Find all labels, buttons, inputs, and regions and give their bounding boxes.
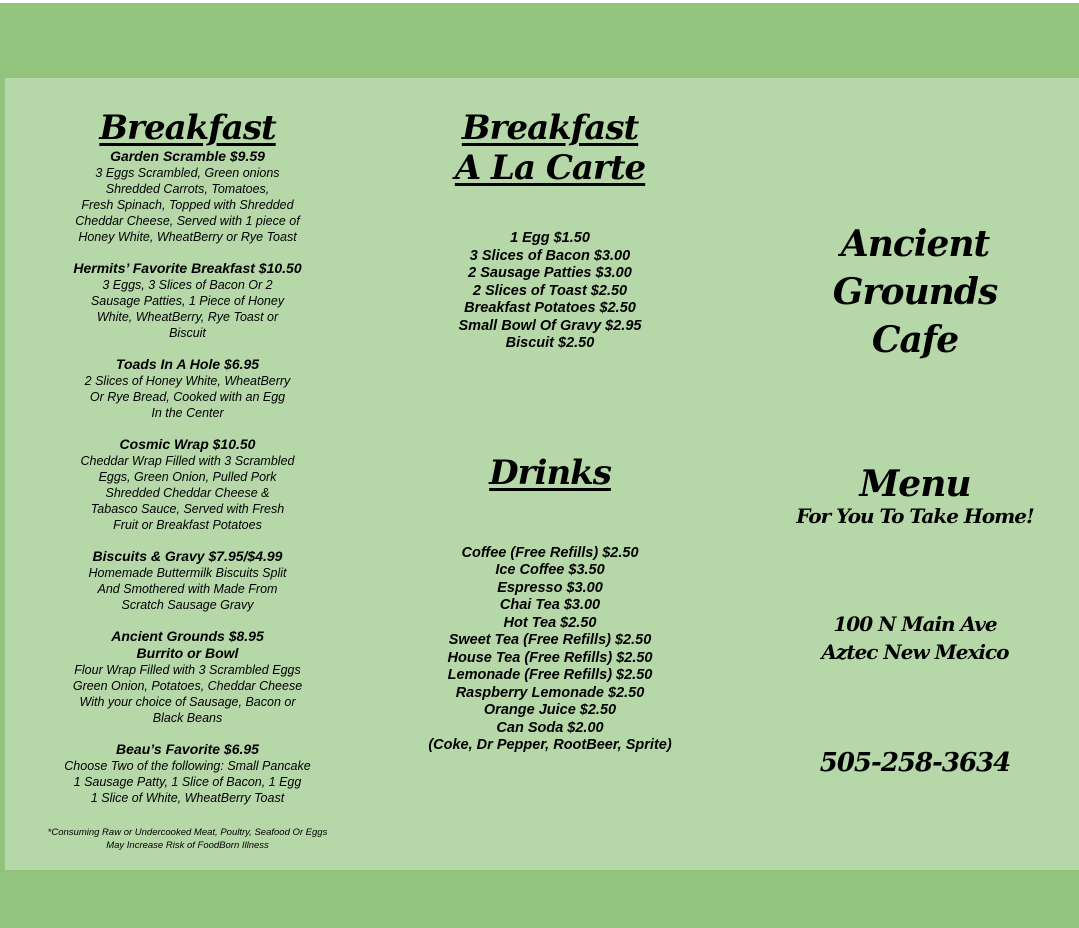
menu-subtitle: For You To Take Home!	[796, 504, 1034, 528]
list-item: 2 Sausage Patties $3.00	[468, 265, 632, 281]
list-item: Hot Tea $2.50	[503, 614, 597, 631]
list-item: Breakfast Potatoes $2.50	[464, 300, 636, 316]
food-safety-disclaimer: *Consuming Raw or Undercooked Meat, Poultry, Seafood Or Eggs May Increase Risk of FoodBorn Illness	[47, 827, 328, 851]
list-item: Can Soda $2.00	[496, 719, 604, 736]
item-description: 3 Eggs, 3 Slices of Bacon Or 2 Sausage Patties, 1 Piece of Honey White, WheatBerry, Rye Toast or Biscuit	[90, 278, 285, 340]
cafe-name-line2: Cafe	[871, 319, 959, 361]
list-item: Coffee (Free Refills) $2.50	[461, 544, 639, 561]
list-item: Biscuit $2.50	[505, 335, 595, 351]
list-item: Ice Coffee $3.50	[495, 562, 605, 578]
a-la-carte-column	[400, 108, 700, 755]
item-name: Toads In A Hole $6.95	[115, 356, 260, 372]
menu-item	[20, 356, 355, 421]
list-item: House Tea (Free Refills) $2.50	[447, 649, 653, 666]
list-item: Lemonade (Free Refills) $2.50	[447, 667, 653, 683]
item-name: Garden Scramble $9.59	[110, 148, 265, 164]
breakfast-title: Breakfast	[99, 108, 276, 148]
list-item: Espresso $3.00	[497, 579, 603, 596]
breakfast-column	[20, 108, 355, 852]
list-item: (Coke, Dr Pepper, RootBeer, Sprite)	[428, 737, 672, 753]
a-la-carte-title-line2: A La Carte	[454, 148, 646, 188]
a-la-carte-list	[400, 230, 700, 353]
menu-item	[20, 628, 355, 726]
list-item: Raspberry Lemonade $2.50	[455, 684, 645, 701]
item-name: Biscuits & Gravy $7.95/$4.99	[92, 548, 283, 564]
menu-item	[20, 548, 355, 613]
cover-column	[760, 220, 1070, 778]
address-line1: 100 N Main Ave	[833, 612, 997, 636]
menu-item	[20, 148, 355, 245]
list-item: Chai Tea $3.00	[499, 597, 601, 613]
drinks-title: Drinks	[489, 452, 611, 493]
top-band	[0, 0, 1079, 78]
item-description: Flour Wrap Filled with 3 Scrambled Eggs Green Onion, Potatoes, Cheddar Cheese With your choice of Sausage, Bacon or Black Beans	[72, 663, 303, 725]
a-la-carte-title-line1: Breakfast	[461, 108, 639, 148]
list-item: 2 Slices of Toast $2.50	[472, 282, 628, 299]
item-description: 2 Slices of Honey White, WheatBerry Or Rye Bread, Cooked with an Egg In the Center	[84, 374, 291, 420]
list-item: Sweet Tea (Free Refills) $2.50	[448, 632, 652, 648]
item-description: 3 Eggs Scrambled, Green onions Shredded Carrots, Tomatoes, Fresh Spinach, Topped with Shredded Cheddar Cheese, Served with 1 piece of Honey White, WheatBerry or Rye Toast	[75, 166, 300, 244]
list-item: 3 Slices of Bacon $3.00	[469, 247, 631, 264]
item-name: Cosmic Wrap $10.50	[119, 436, 256, 452]
list-item: Small Bowl Of Gravy $2.95	[458, 317, 642, 334]
menu-item	[20, 436, 355, 533]
list-item: 1 Egg $1.50	[510, 230, 590, 246]
menu-title: Menu	[859, 463, 971, 505]
item-name: Hermits’ Favorite Breakfast $10.50	[73, 260, 302, 276]
menu-item	[20, 741, 355, 806]
list-item: Orange Juice $2.50	[483, 702, 617, 718]
item-name: Beau’s Favorite $6.95	[116, 741, 259, 757]
phone-number: 505-258-3634	[819, 748, 1011, 778]
drinks-list	[400, 545, 700, 755]
cafe-name-line1: Ancient Grounds	[832, 223, 998, 313]
item-description: Choose Two of the following: Small Pancake 1 Sausage Patty, 1 Slice of Bacon, 1 Egg 1 Slice of White, WheatBerry Toast	[64, 759, 311, 805]
item-name: Ancient Grounds $8.95 Burrito or Bowl	[111, 628, 264, 661]
address-line2: Aztec New Mexico	[821, 640, 1009, 664]
breakfast-items	[20, 148, 355, 806]
item-description: Homemade Buttermilk Biscuits Split And Smothered with Made From Scratch Sausage Gravy	[88, 566, 287, 612]
menu-item	[20, 260, 355, 341]
bottom-band	[0, 870, 1079, 928]
item-description: Cheddar Wrap Filled with 3 Scrambled Eggs, Green Onion, Pulled Pork Shredded Cheddar Cheese & Tabasco Sauce, Served with Fresh Fruit or Breakfast Potatoes	[80, 454, 295, 532]
